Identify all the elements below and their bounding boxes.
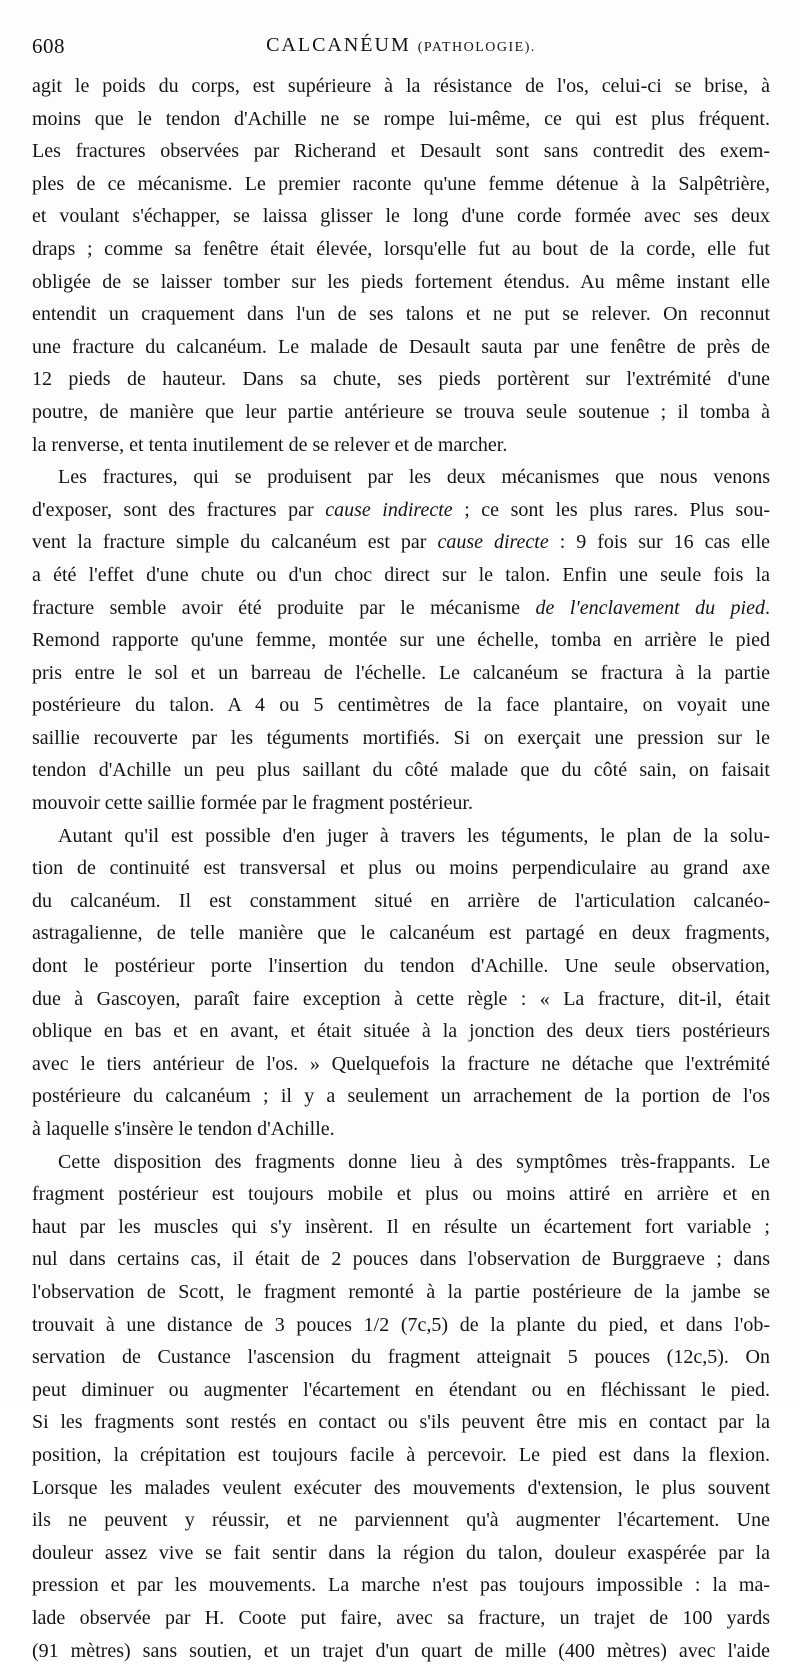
- text-line: une fracture du calcanéum. Le malade de Desault sauta par une fenêtre de près de: [32, 331, 770, 364]
- text-line: (91 mètres) sans soutien, et un trajet d'un quart de mille (400 mètres) avec l'aide: [32, 1635, 770, 1667]
- running-title-sub: (PATHOLOGIE).: [418, 40, 536, 55]
- text-line: mouvoir cette saillie formée par le fragment postérieur.: [32, 787, 770, 820]
- text-line: pris entre le sol et un barreau de l'échelle. Le calcanéum se fractura à la partie: [32, 657, 770, 690]
- text-line: draps ; comme sa fenêtre était élevée, lorsqu'elle fut au bout de la corde, elle fut: [32, 233, 770, 266]
- text-line: nul dans certains cas, il était de 2 pouces dans l'observation de Burggraeve ; dans: [32, 1243, 770, 1276]
- text-line: avec le tiers antérieur de l'os. » Quelquefois la fracture ne détache que l'extrémité: [32, 1048, 770, 1081]
- text-line: poutre, de manière que leur partie antérieure se trouva seule soutenue ; il tomba à: [32, 396, 770, 429]
- text-line: position, la crépitation est toujours facile à percevoir. Le pied est dans la flexion.: [32, 1439, 770, 1472]
- text-line: fragment postérieur est toujours mobile et plus ou moins attiré en arrière et en: [32, 1178, 770, 1211]
- text-line: Autant qu'il est possible d'en juger à travers les téguments, le plan de la solu-: [32, 820, 770, 853]
- text-line: astragalienne, de telle manière que le calcanéum est partagé en deux fragments,: [32, 917, 770, 950]
- text-line: Les fractures, qui se produisent par les deux mécanismes que nous venons: [32, 461, 770, 494]
- text-line: Les fractures observées par Richerand et Desault sont sans contredit des exem-: [32, 135, 770, 168]
- text-line: du calcanéum. Il est constamment situé en arrière de l'articulation calcanéo-: [32, 885, 770, 918]
- text-line: oblique en bas et en avant, et était située à la jonction des deux tiers postérieurs: [32, 1015, 770, 1048]
- text-line: due à Gascoyen, paraît faire exception à cette règle : « La fracture, dit-il, était: [32, 983, 770, 1016]
- text-line: ples de ce mécanisme. Le premier raconte qu'une femme détenue à la Salpêtrière,: [32, 168, 770, 201]
- text-line: Si les fragments sont restés en contact ou s'ils peuvent être mis en contact par la: [32, 1406, 770, 1439]
- text-line: tendon d'Achille un peu plus saillant du côté malade que du côté sain, on faisait: [32, 754, 770, 787]
- text-line: agit le poids du corps, est supérieure à la résistance de l'os, celui-ci se brise, à: [32, 70, 770, 103]
- text-line: entendit un craquement dans l'un de ses talons et ne put se relever. On reconnut: [32, 298, 770, 331]
- text-line: fracture semble avoir été produite par le mécanisme de l'enclavement du pied.: [32, 592, 770, 625]
- text-line: à laquelle s'insère le tendon d'Achille.: [32, 1113, 770, 1146]
- text-line: moins que le tendon d'Achille ne se rompe lui-même, ce qui est plus fréquent.: [32, 103, 770, 136]
- text-line: lade observée par H. Coote put faire, avec sa fracture, un trajet de 100 yards: [32, 1602, 770, 1635]
- text-line: Cette disposition des fragments donne lieu à des symptômes très-frappants. Le: [32, 1146, 770, 1179]
- page-number: 608: [32, 34, 65, 59]
- text-line: pression et par les mouvements. La marche n'est pas toujours impossible : la ma-: [32, 1569, 770, 1602]
- text-line: Lorsque les malades veulent exécuter des mouvements d'extension, le plus souvent: [32, 1472, 770, 1505]
- text-line: Remond rapporte qu'une femme, montée sur une échelle, tomba en arrière le pied: [32, 624, 770, 657]
- text-line: et voulant s'échapper, se laissa glisser le long d'une corde formée avec ses deux: [32, 200, 770, 233]
- text-line: servation de Custance l'ascension du fragment atteignait 5 pouces (12c,5). On: [32, 1341, 770, 1374]
- text-line: la renverse, et tenta inutilement de se relever et de marcher.: [32, 429, 770, 462]
- text-line: obligée de se laisser tomber sur les pieds fortement étendus. Au même instant elle: [32, 266, 770, 299]
- text-line: postérieure du calcanéum ; il y a seulement un arrachement de la portion de l'os: [32, 1080, 770, 1113]
- text-line: dont le postérieur porte l'insertion du tendon d'Achille. Une seule observation,: [32, 950, 770, 983]
- text-line: tion de continuité est transversal et plus ou moins perpendiculaire au grand axe: [32, 852, 770, 885]
- text-line: d'exposer, sont des fractures par cause indirecte ; ce sont les plus rares. Plus sou-: [32, 494, 770, 527]
- text-line: l'observation de Scott, le fragment remonté à la partie postérieure de la jambe se: [32, 1276, 770, 1309]
- running-title-main: CALCANÉUM: [266, 34, 411, 56]
- text-line: trouvait à une distance de 3 pouces 1/2 (7c,5) de la plante du pied, et dans l'ob-: [32, 1309, 770, 1342]
- running-head: [32, 30, 770, 60]
- running-title: [32, 34, 770, 57]
- text-line: saillie recouverte par les téguments mortifiés. Si on exerçait une pression sur le: [32, 722, 770, 755]
- body-text: [32, 70, 770, 1667]
- text-line: ils ne peuvent y réussir, et ne parviennent qu'à augmenter l'écartement. Une: [32, 1504, 770, 1537]
- text-line: douleur assez vive se fait sentir dans la région du talon, douleur exaspérée par la: [32, 1537, 770, 1570]
- text-line: haut par les muscles qui s'y insèrent. Il en résulte un écartement fort variable ;: [32, 1211, 770, 1244]
- text-line: postérieure du talon. A 4 ou 5 centimètres de la face plantaire, on voyait une: [32, 689, 770, 722]
- text-line: vent la fracture simple du calcanéum est par cause directe : 9 fois sur 16 cas elle: [32, 526, 770, 559]
- text-line: 12 pieds de hauteur. Dans sa chute, ses pieds portèrent sur l'extrémité d'une: [32, 363, 770, 396]
- text-line: a été l'effet d'une chute ou d'un choc direct sur le talon. Enfin une seule fois la: [32, 559, 770, 592]
- text-line: peut diminuer ou augmenter l'écartement en étendant ou en fléchissant le pied.: [32, 1374, 770, 1407]
